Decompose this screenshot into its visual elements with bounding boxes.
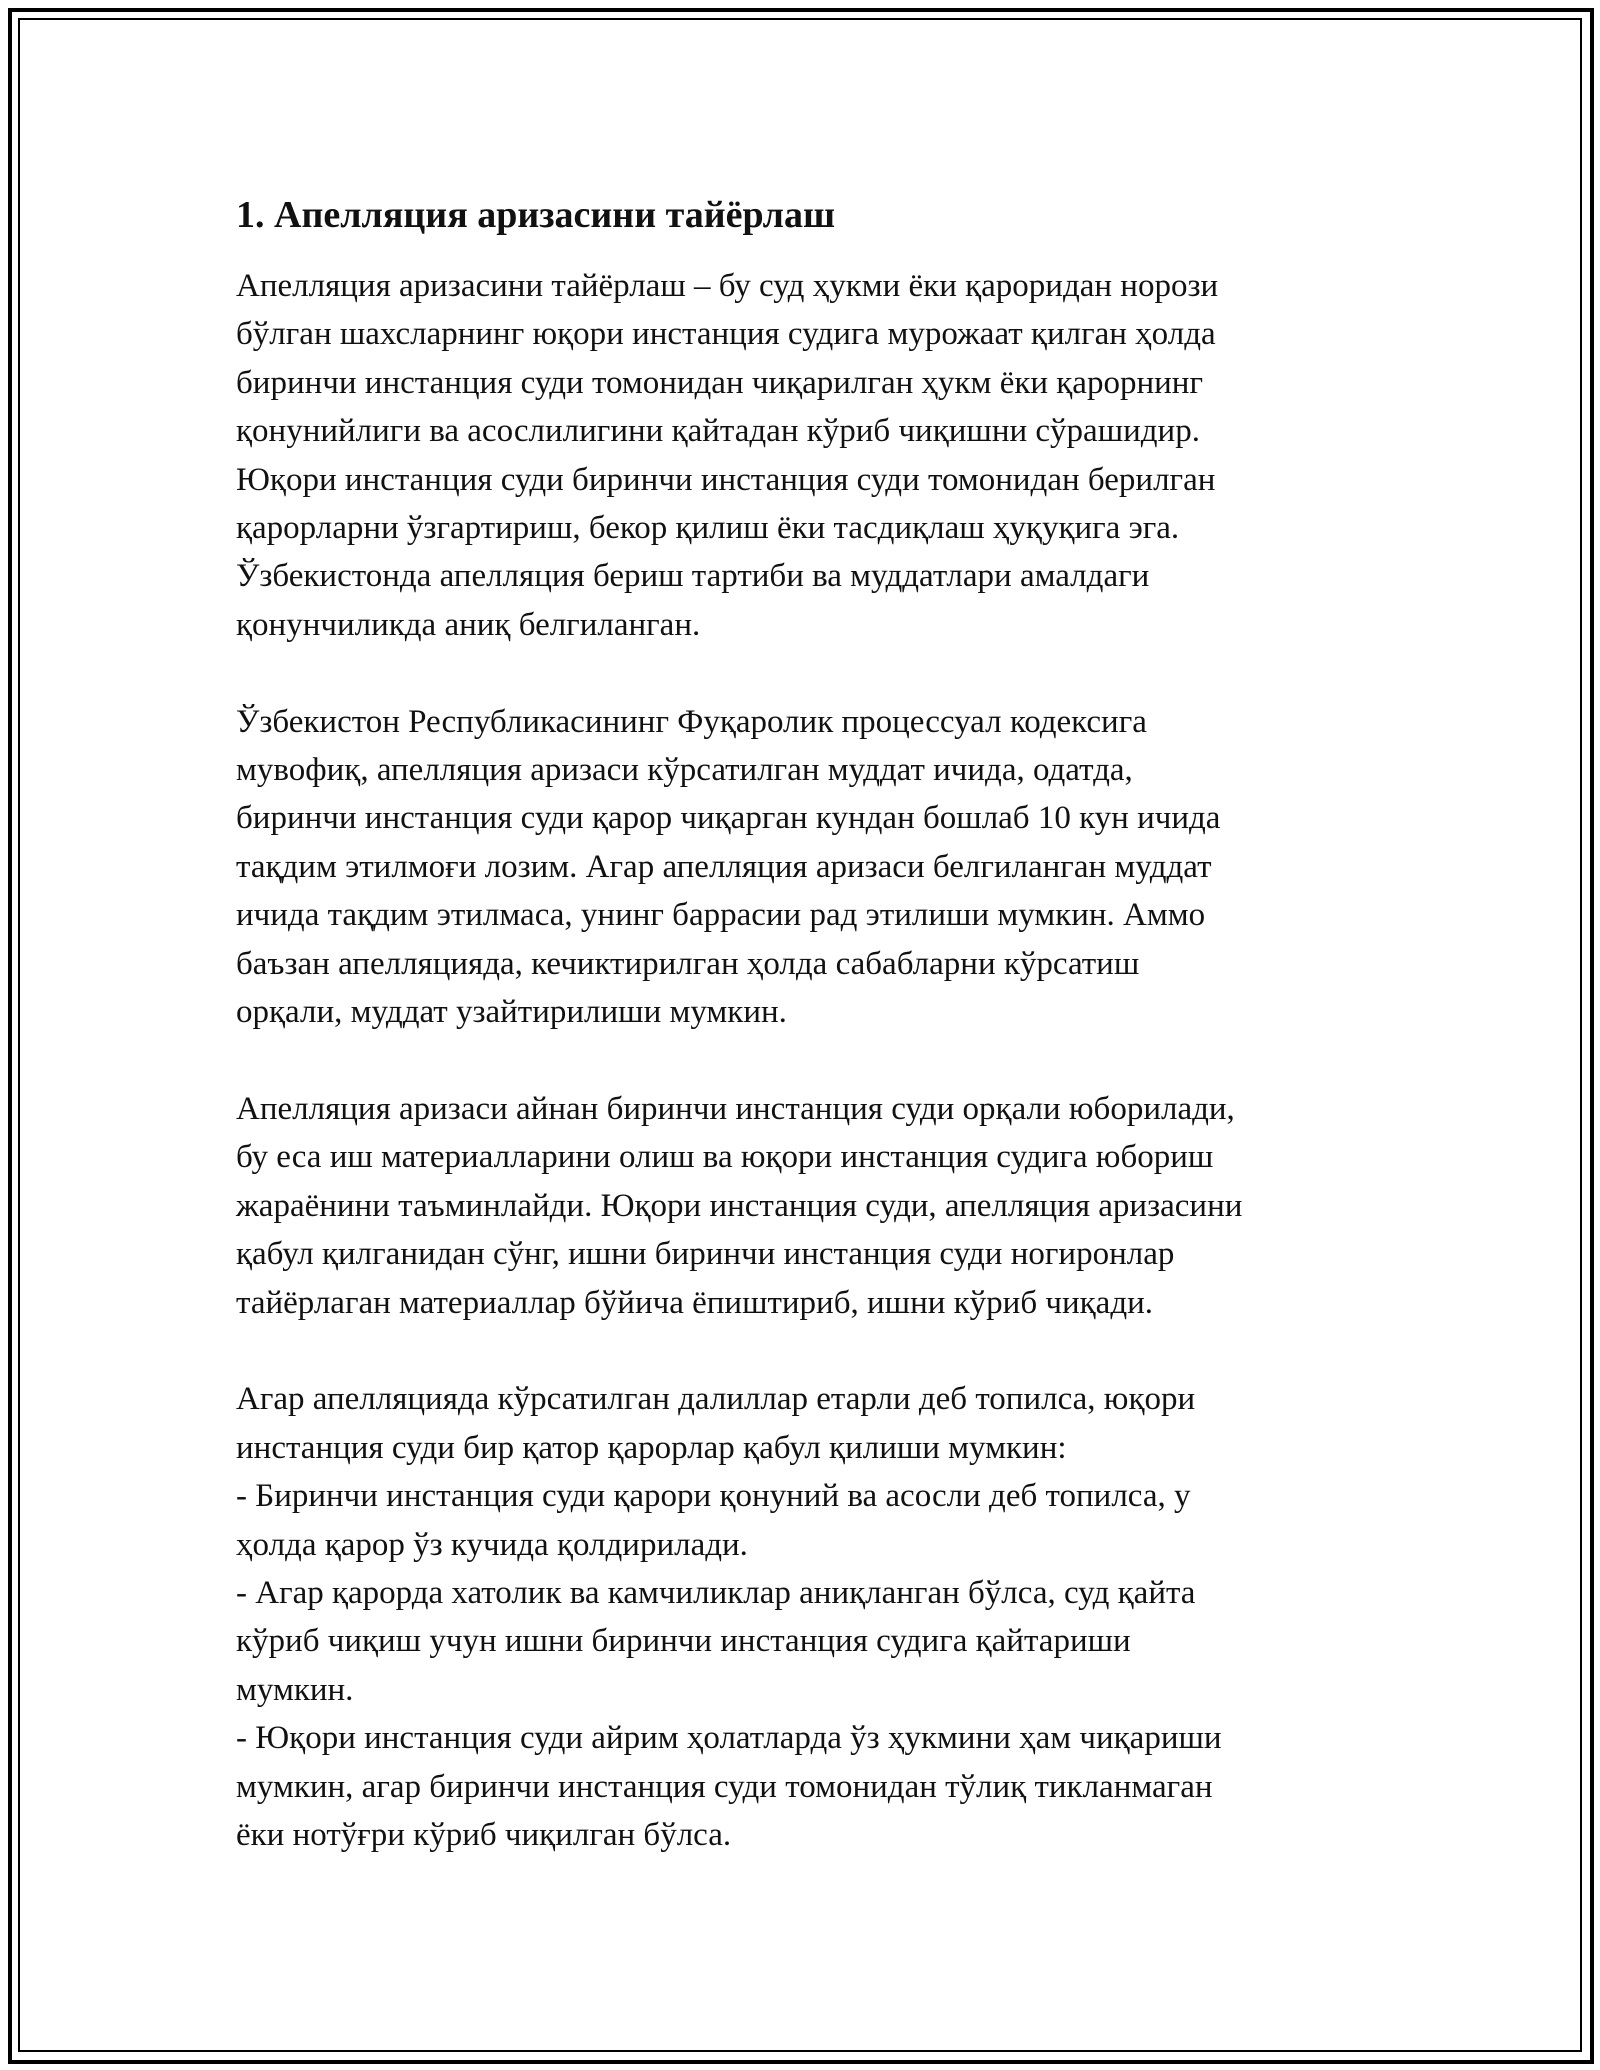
- section-heading: 1. Апелляция аризасини тайёрлаш: [236, 194, 836, 236]
- document-page: [236, 190, 1366, 1859]
- paragraph-deadline: Ўзбекистон Республикасининг Фуқаролик процессуал кодексига мувофиқ, апелляция аризаси кўрсатилган муддат ичида, одатда, биринчи инстанция суди қарор чиқарган кундан бошлаб 10 кун ичида тақдим этилмоғи лозим. Агар апелляция аризаси белгиланган муддат ичида тақдим этилмаса, унинг баррасии рад этилиши мумкин. Аммо баъзан апелляцияда, кечиктирилган ҳолда сабабларни кўрсатиш орқали, муддат узайтирилиши мумкин.: [236, 703, 1221, 1031]
- paragraph-submission: Апелляция аризаси айнан биринчи инстанция суди орқали юборилади, бу еса иш материалларини олиш ва юқори инстанция судига юбориш жараёнини таъминлайди. Юқори инстанция суди, апелляция аризасини қабул қилганидан сўнг, ишни биринчи инстанция суди ногиронлар тайёрлаган материаллар бўйича ёпиштириб, ишни кўриб чиқади.: [236, 1090, 1243, 1321]
- paragraph-outcomes: Агар апелляцияда кўрсатилган далиллар етарли деб топилса, юқори инстанция суди бир қатор қарорлар қабул қилиши мумкин: - Биринчи инстанция суди қарори қонуний ва асосли деб топилса, у ҳолда қарор ўз кучида қолдирилади. - Агар қарорда хатолик ва камчиликлар аниқланган бўлса, суд қайта кўриб чиқиш учун ишни биринчи инстанция судига қайтариши мумкин. - Юқори инстанция суди айрим ҳолатларда ўз ҳукмини ҳам чиқариши мумкин, агар биринчи инстанция суди томонидан тўлиқ тикланмаган ёки нотўғри кўриб чиқилган бўлса.: [236, 1381, 1222, 1853]
- paragraph-intro: Апелляция аризасини тайёрлаш – бу суд ҳукми ёки қароридан норози бўлган шахсларнинг юқори инстанция судига мурожаат қилган ҳолда биринчи инстанция суди томонидан чиқарилган ҳукм ёки қарорнинг қонунийлиги ва асослилигини қайтадан кўриб чиқишни сўрашидир. Юқори инстанция суди биринчи инстанция суди томонидан берилган қарорларни ўзгартириш, бекор қилиш ёки тасдиқлаш ҳуқуқига эга. Ўзбекистонда апелляция бериш тартиби ва муддатлари амалдаги қонунчиликда аниқ белгиланган.: [236, 268, 1219, 643]
